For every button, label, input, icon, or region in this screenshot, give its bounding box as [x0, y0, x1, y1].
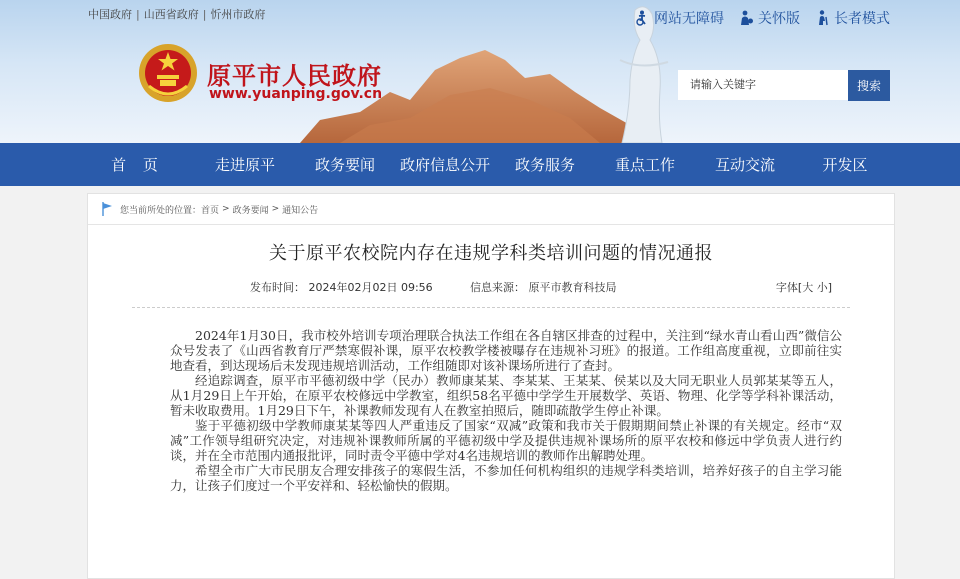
accessibility-tools	[634, 8, 890, 28]
article-paragraph: 鉴于平德初级中学教师康某某等四人严重违反了国家“双减”政策和我市关于假期期间禁止补课的有关规定。经市“双减”工作领导组研究决定，对违规补课教师所属的平德初级中学及提供违规补课场所的原平农校和修远中学负责人进行约谈，并在全市范围内通报批评，同时责令平德中学对4名违规培训的教师作出解聘处理。	[170, 418, 842, 463]
link-xinzhou-gov[interactable]: 忻州市政府	[210, 8, 266, 21]
separator: |	[202, 8, 207, 21]
breadcrumb-notices[interactable]: 通知公告	[282, 205, 319, 216]
nav-key-work[interactable]: 重点工作	[614, 156, 675, 174]
article-panel	[87, 193, 895, 579]
font-size-end: ]	[827, 281, 832, 294]
accessibility-icon	[634, 10, 650, 26]
nav-gov-services[interactable]: 政务服务	[514, 156, 575, 174]
nav-development-zone[interactable]: 开发区	[822, 156, 868, 174]
article-paragraph: 2024年1月30日，我市校外培训专项治理联合执法工作组在各自辖区排查的过程中，关注到“绿水青山看山西”微信公众号发表了《山西省教育厅严禁寒假补课，原平农校教学楼被曝存在违规补习班》的报道。工作组高度重视，立即前往实地查看，到达现场后未发现违规培训活动，工作组随即对该补课场所进行了查封。	[170, 328, 842, 373]
care-icon	[738, 10, 754, 26]
breadcrumb-sep: >	[222, 204, 230, 214]
care-version-button[interactable]	[738, 8, 800, 28]
site-url: www.yuanping.gov.cn	[209, 86, 383, 102]
site-header	[0, 0, 960, 143]
search-input[interactable]	[678, 70, 848, 100]
breadcrumb	[88, 194, 894, 225]
elder-label: 长者模式	[834, 11, 890, 27]
info-source: 信息来源： 原平市教育科技局	[470, 281, 617, 294]
main-nav	[0, 143, 960, 186]
accessibility-button[interactable]	[634, 8, 724, 28]
link-china-gov[interactable]: 中国政府	[88, 8, 132, 21]
site-name[interactable]: 原平市人民政府	[207, 61, 382, 90]
font-large-button[interactable]: 大	[802, 281, 814, 294]
link-shanxi-gov[interactable]: 山西省政府	[143, 8, 199, 21]
article-meta	[132, 279, 850, 308]
national-emblem-icon[interactable]	[137, 42, 199, 104]
nav-info-disclosure[interactable]: 政府信息公开	[399, 156, 490, 174]
nav-home[interactable]: 首 页	[111, 156, 164, 174]
breadcrumb-gov-news[interactable]: 政务要闻	[232, 205, 269, 216]
article-paragraph: 经追踪调查，原平市平德初级中学（民办）教师康某某、李某某、王某某、侯某以及大同无职业人员郭某某等五人，从1月29日上午开始，在原平农校修远中学教室，组织58名平德中学学生开展数学、英语、物理、化学等学科补课活动，暂未收取费用。1月29日下午，补课教师发现有人在教室拍照后，随即疏散学生停止补课。	[170, 373, 842, 418]
font-size-control	[776, 279, 832, 295]
breadcrumb-home[interactable]: 首页	[201, 205, 220, 216]
font-small-button[interactable]: 小	[816, 281, 828, 294]
elder-mode-button[interactable]	[814, 8, 890, 28]
elder-icon	[814, 10, 830, 26]
publish-time: 发布时间： 2024年02月02日 09:56	[250, 281, 433, 294]
article-title: 关于原平农校院内存在违规学科类培训问题的情况通报	[269, 243, 713, 264]
gov-links	[88, 6, 265, 22]
search-box	[678, 70, 890, 101]
accessibility-label: 网站无障碍	[654, 11, 724, 27]
nav-about-yuanping[interactable]: 走进原平	[214, 156, 275, 174]
article-paragraph: 希望全市广大市民朋友合理安排孩子的寒假生活，不参加任何机构组织的违规学科类培训，培养好孩子的自主学习能力，让孩子们度过一个平安祥和、轻松愉快的假期。	[170, 463, 842, 493]
breadcrumb-prefix: 您当前所处的位置：	[120, 205, 202, 216]
breadcrumb-sep: >	[271, 204, 280, 214]
separator: |	[136, 8, 140, 21]
nav-gov-news[interactable]: 政务要闻	[314, 156, 375, 174]
care-label: 关怀版	[758, 11, 800, 27]
font-size-label: 字体[	[775, 281, 803, 294]
nav-interaction[interactable]: 互动交流	[714, 156, 775, 174]
search-button[interactable]: 搜索	[848, 70, 890, 101]
article-body	[170, 328, 842, 493]
location-flag-icon	[100, 201, 116, 217]
